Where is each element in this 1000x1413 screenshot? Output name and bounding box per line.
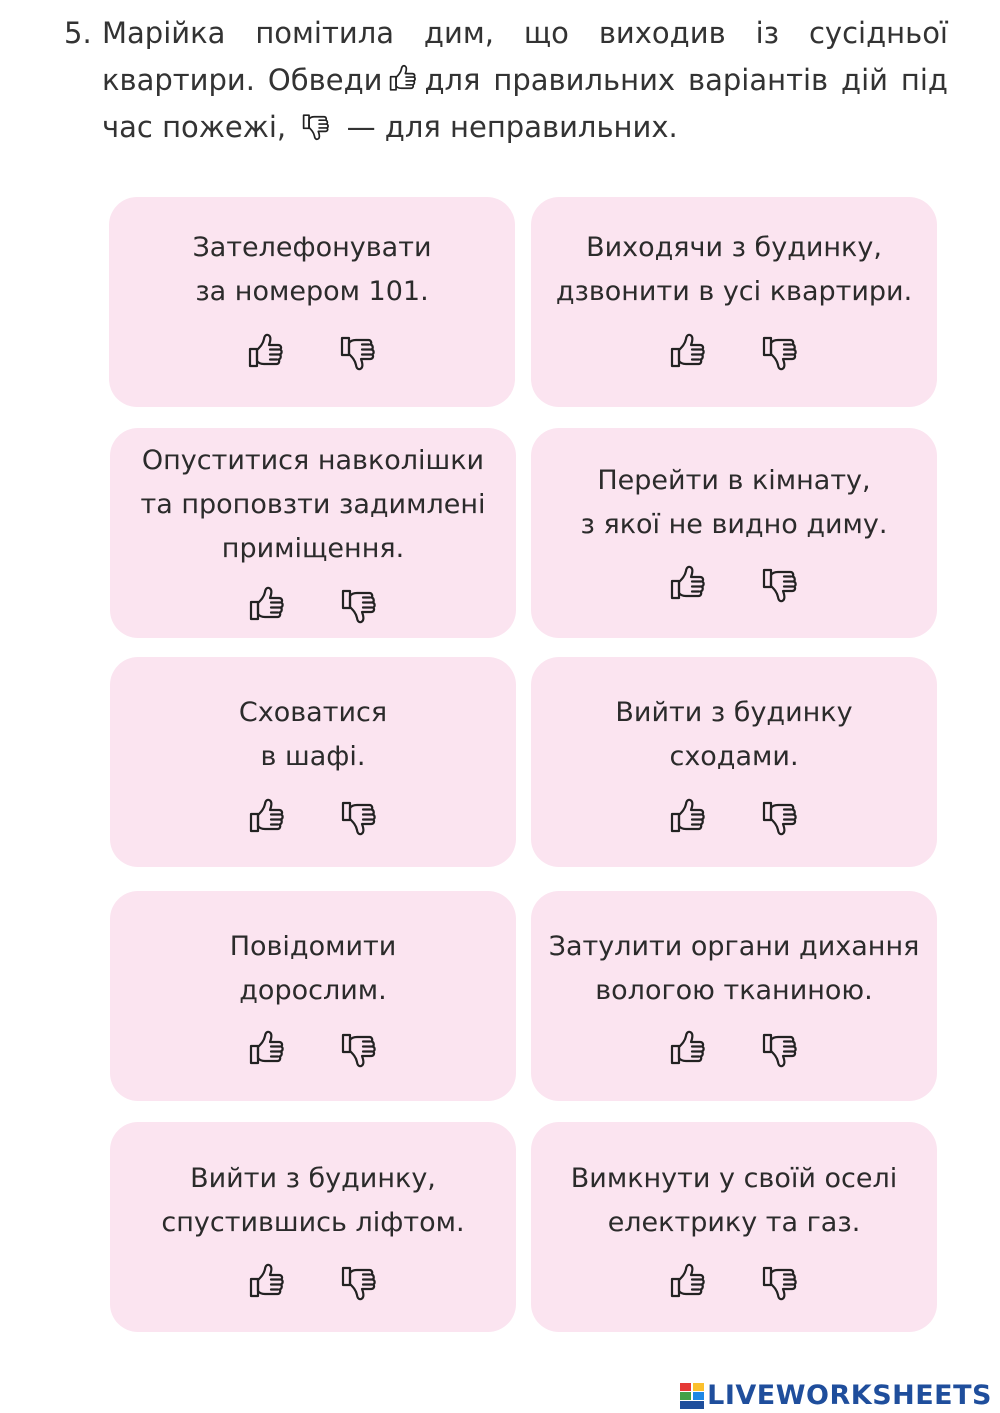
thumbs-down-icon[interactable] — [760, 795, 800, 839]
answer-choices — [531, 562, 937, 606]
answer-choices — [110, 1260, 516, 1304]
option-text: Затулити органи дихання вологою тканиною. — [548, 931, 920, 1006]
thumbs-down-icon[interactable] — [338, 330, 378, 374]
brand-name: LIVEWORKSHEETS — [707, 1380, 992, 1411]
option-card-5 — [110, 657, 516, 867]
option-text: Вийти з будинку, спустившись ліфтом. — [161, 1163, 465, 1238]
thumbs-down-icon[interactable] — [339, 583, 379, 627]
task-text — [102, 10, 948, 151]
option-card-7 — [110, 891, 516, 1101]
answer-choices — [110, 795, 516, 839]
answer-choices — [110, 1027, 516, 1071]
option-text: Вийти з будинку сходами. — [615, 697, 853, 772]
thumbs-up-icon[interactable] — [247, 795, 287, 839]
thumbs-up-icon[interactable] — [246, 330, 286, 374]
thumbs-up-icon[interactable] — [247, 1027, 287, 1071]
answer-choices — [531, 1260, 937, 1304]
thumbs-up-icon[interactable] — [668, 795, 708, 839]
answer-choices — [110, 583, 516, 627]
thumbs-up-icon — [386, 62, 420, 96]
thumbs-up-icon[interactable] — [247, 583, 287, 627]
option-text: Зателефонувати за номером 101. — [192, 232, 432, 307]
option-text: Вимкнути у своїй оселі електрику та газ. — [570, 1163, 898, 1238]
option-card-3 — [110, 428, 516, 638]
option-card-9 — [110, 1122, 516, 1332]
option-card-4 — [531, 428, 937, 638]
option-text: Повідомити дорослим. — [229, 931, 397, 1006]
thumbs-down-icon[interactable] — [760, 1027, 800, 1071]
thumbs-down-icon[interactable] — [339, 1027, 379, 1071]
option-card-2 — [531, 197, 937, 407]
thumbs-down-icon[interactable] — [339, 795, 379, 839]
option-card-8 — [531, 891, 937, 1101]
thumbs-up-icon[interactable] — [668, 1260, 708, 1304]
answer-choices — [109, 330, 515, 374]
thumbs-down-icon[interactable] — [760, 1260, 800, 1304]
option-text: Виходячи з будинку, дзвонити в усі квартири. — [555, 232, 913, 307]
thumbs-up-icon[interactable] — [668, 330, 708, 374]
option-text: Перейти в кімнату, з якої не видно диму. — [580, 465, 888, 540]
option-card-6 — [531, 657, 937, 867]
task-number: 5. — [64, 16, 92, 50]
answer-choices — [531, 1027, 937, 1071]
thumbs-down-icon[interactable] — [339, 1260, 379, 1304]
thumbs-up-icon[interactable] — [668, 1027, 708, 1071]
thumbs-down-icon[interactable] — [760, 330, 800, 374]
thumbs-up-icon[interactable] — [668, 562, 708, 606]
option-text: Сховатися в шафі. — [238, 697, 388, 772]
liveworksheets-brand — [680, 1380, 992, 1411]
task-instruction — [64, 10, 948, 151]
liveworksheets-logo-icon — [680, 1383, 704, 1409]
option-text: Опуститися навколішки та проповзти задимлені приміщення. — [140, 445, 486, 564]
answer-choices — [531, 330, 937, 374]
task-text-part3: — для неправильних. — [346, 110, 678, 144]
option-card-1 — [109, 197, 515, 407]
thumbs-up-icon[interactable] — [247, 1260, 287, 1304]
option-card-10 — [531, 1122, 937, 1332]
thumbs-down-icon — [299, 109, 333, 143]
thumbs-down-icon[interactable] — [760, 562, 800, 606]
answer-choices — [531, 795, 937, 839]
task-text-part1: Марійка помітила дим, що виходив із сусідньої квартири. Обведи — [102, 16, 948, 97]
task-text-part2: для правильних варіантів дій під час пожежі, — [102, 63, 948, 144]
